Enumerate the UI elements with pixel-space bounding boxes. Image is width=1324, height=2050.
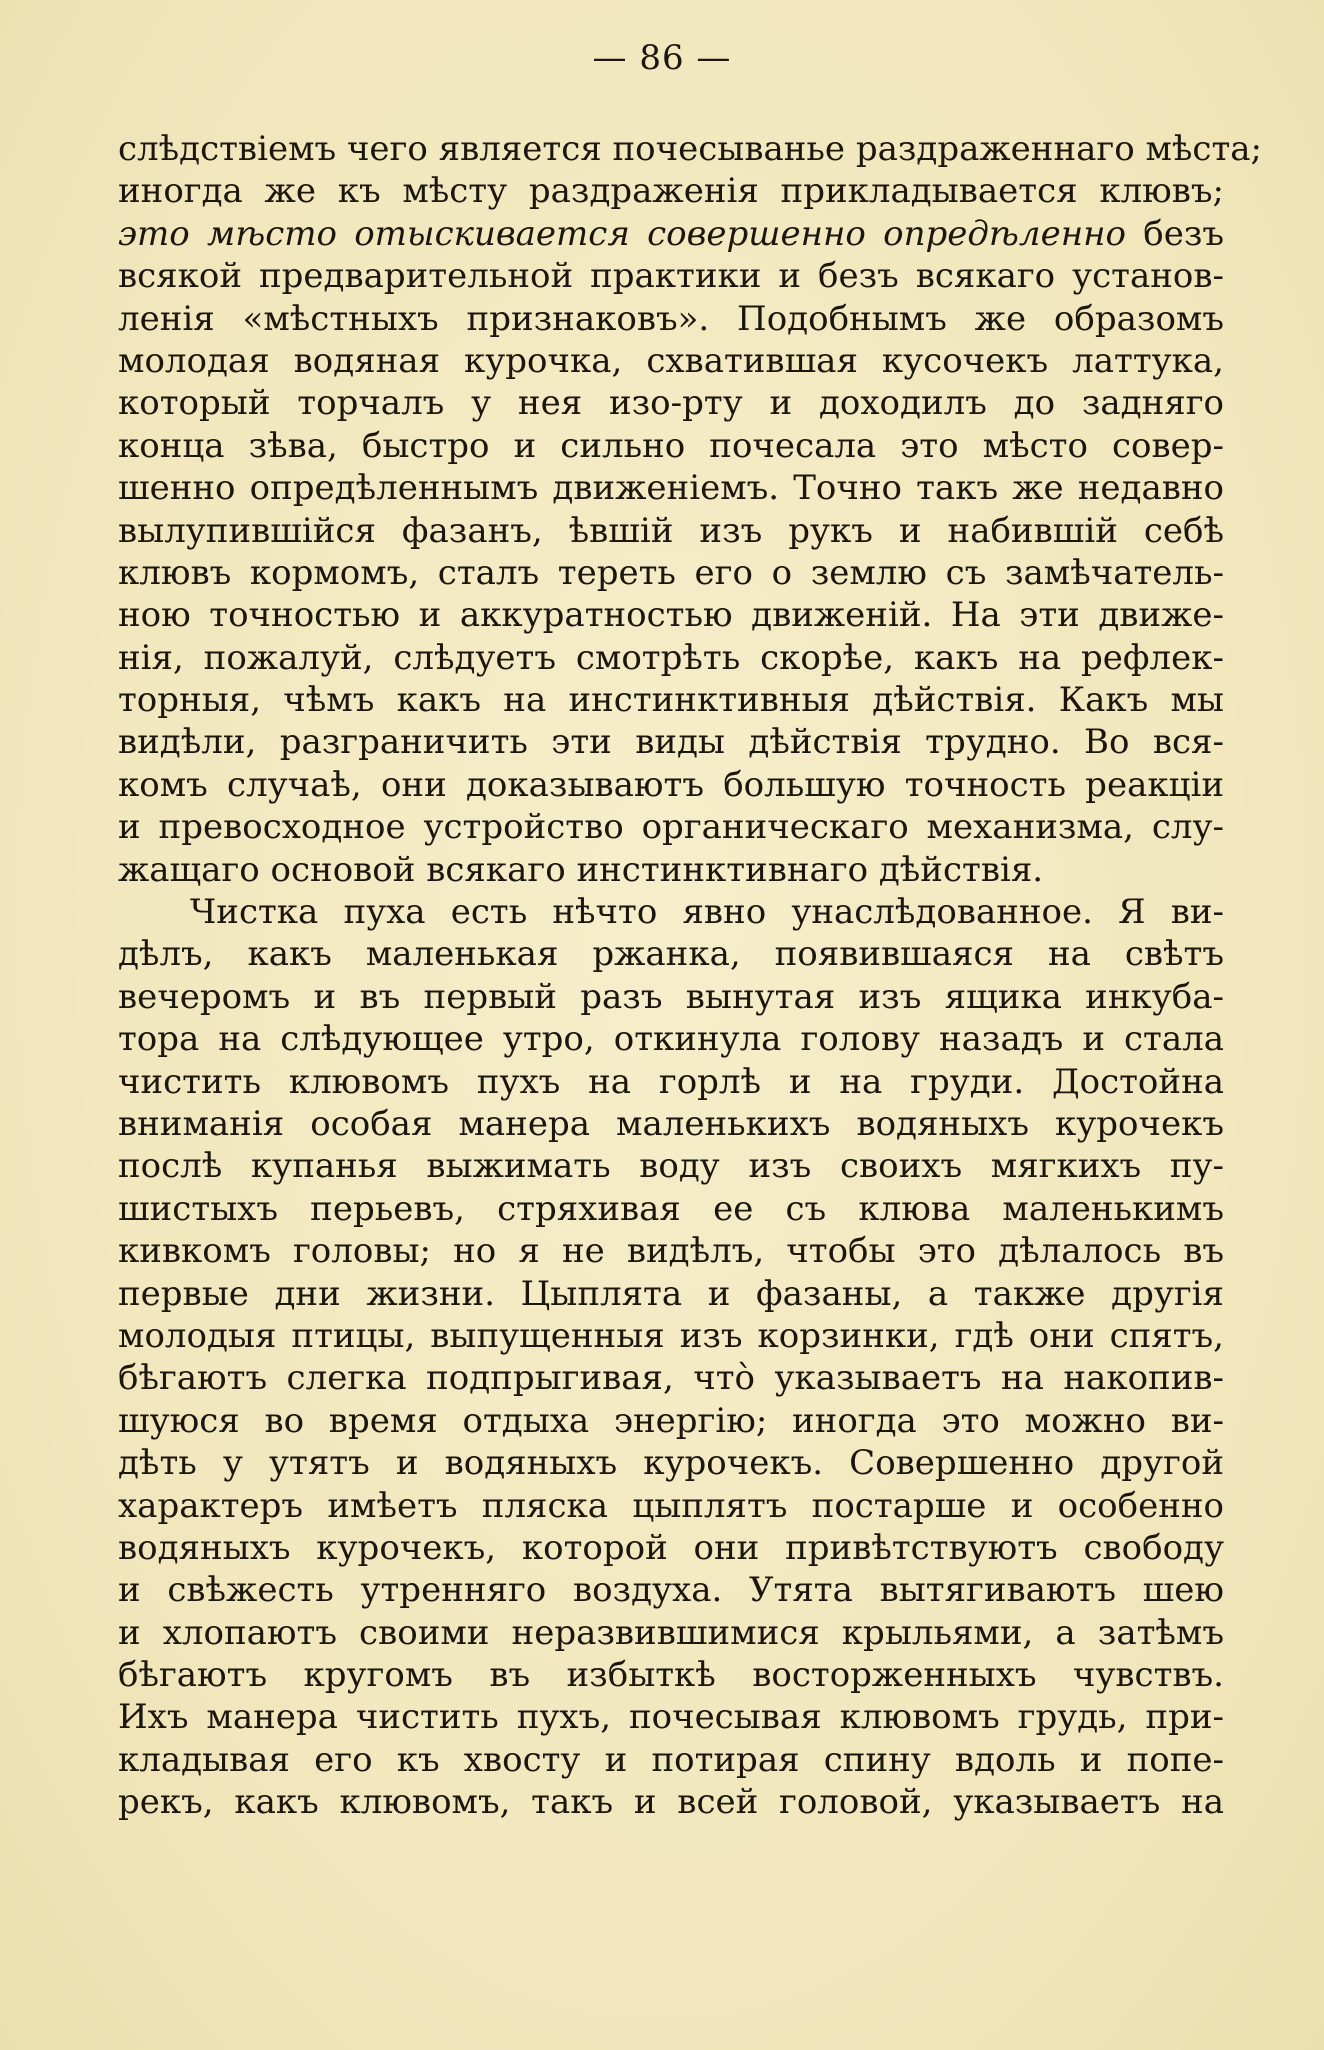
italic-emphasis: это мѣсто отыскивается совершенно опредѣленно bbox=[118, 213, 1126, 254]
text-line bbox=[118, 1103, 1224, 1145]
text-line bbox=[118, 976, 1224, 1018]
text-line bbox=[118, 552, 1224, 594]
text-segment: ною точностью и аккуратностью движеній. На эти движе- bbox=[118, 595, 1224, 636]
text-line bbox=[118, 1357, 1224, 1399]
text-segment: и свѣжесть утренняго воздуха. Утята вытягиваютъ шею bbox=[118, 1570, 1224, 1611]
text-segment: конца зѣва, быстро и сильно почесала это мѣсто совер- bbox=[118, 425, 1224, 466]
text-line bbox=[118, 1654, 1224, 1696]
text-segment: Ихъ манера чистить пухъ, почесывая клювомъ грудь, при- bbox=[118, 1697, 1224, 1738]
text-line bbox=[118, 467, 1224, 509]
text-line bbox=[118, 255, 1224, 297]
text-segment: водяныхъ курочекъ, которой они привѣтствуютъ свободу bbox=[118, 1527, 1224, 1568]
text-segment: безъ bbox=[1125, 213, 1224, 254]
text-segment: рекъ, какъ клювомъ, такъ и всей головой, указываетъ на bbox=[118, 1782, 1224, 1823]
text-segment: характеръ имѣетъ пляска цыплятъ постарше и особенно bbox=[118, 1485, 1224, 1526]
text-segment: бѣгаютъ слегка подпрыгивая, что̀ указываетъ на накопив- bbox=[118, 1358, 1224, 1399]
text-segment: молодыя птицы, выпущенныя изъ корзинки, гдѣ они спятъ, bbox=[118, 1315, 1224, 1356]
text-line bbox=[118, 1696, 1224, 1738]
text-line bbox=[118, 637, 1224, 679]
text-line bbox=[118, 1569, 1224, 1611]
text-segment: и превосходное устройство органическаго механизма, слу- bbox=[118, 807, 1224, 848]
text-segment: дѣлъ, какъ маленькая ржанка, появившаяся на свѣтъ bbox=[118, 934, 1224, 975]
text-line bbox=[118, 1018, 1224, 1060]
text-segment: и хлопаютъ своими неразвившимися крыльями, а затѣмъ bbox=[118, 1612, 1224, 1653]
text-segment: молодая водяная курочка, схватившая кусочекъ латтука, bbox=[118, 340, 1224, 381]
text-segment: всякой предварительной практики и безъ всякаго установ- bbox=[118, 256, 1224, 297]
text-line bbox=[118, 1188, 1224, 1230]
text-line bbox=[118, 1485, 1224, 1527]
text-segment: шенно опредѣленнымъ движеніемъ. Точно такъ же недавно bbox=[118, 468, 1224, 509]
text-line bbox=[118, 1145, 1224, 1187]
text-line bbox=[118, 1612, 1224, 1654]
text-segment: иногда же къ мѣсту раздраженія прикладывается клювъ; bbox=[118, 171, 1224, 212]
text-line bbox=[118, 679, 1224, 721]
text-segment: вечеромъ и въ первый разъ вынутая изъ ящика инкуба- bbox=[118, 976, 1224, 1017]
text-segment: первые дни жизни. Цыплята и фазаны, а также другія bbox=[118, 1273, 1224, 1314]
text-line bbox=[118, 170, 1224, 212]
text-line bbox=[118, 1230, 1224, 1272]
text-segment: вылупившійся фазанъ, ѣвшій изъ рукъ и набившій себѣ bbox=[118, 510, 1224, 551]
text-line bbox=[118, 510, 1224, 552]
text-segment: послѣ купанья выжимать воду изъ своихъ мягкихъ пу- bbox=[118, 1146, 1224, 1187]
text-line bbox=[118, 1061, 1224, 1103]
text-segment: чистить клювомъ пухъ на горлѣ и на груди. Достойна bbox=[118, 1061, 1224, 1102]
text-line bbox=[118, 1315, 1224, 1357]
text-line bbox=[118, 1739, 1224, 1781]
text-segment: клювъ кормомъ, сталъ тереть его о землю съ замѣчатель- bbox=[118, 552, 1224, 593]
page-number: — 86 — bbox=[592, 38, 732, 78]
text-segment: бѣгаютъ кругомъ въ избыткѣ восторженныхъ чувствъ. bbox=[118, 1655, 1224, 1696]
text-line bbox=[118, 806, 1224, 848]
text-line bbox=[118, 764, 1224, 806]
text-line bbox=[118, 340, 1224, 382]
text-line bbox=[118, 425, 1224, 467]
text-segment: шистыхъ перьевъ, стряхивая ее съ клюва маленькимъ bbox=[118, 1188, 1224, 1229]
text-line bbox=[118, 849, 1224, 891]
text-line bbox=[118, 1781, 1224, 1823]
text-segment: вниманія особая манера маленькихъ водяныхъ курочекъ bbox=[118, 1103, 1224, 1144]
text-line bbox=[118, 382, 1224, 424]
text-segment: торныя, чѣмъ какъ на инстинктивныя дѣйствія. Какъ мы bbox=[118, 680, 1224, 721]
text-line bbox=[118, 1273, 1224, 1315]
text-line bbox=[118, 213, 1224, 255]
text-segment: дѣть у утятъ и водяныхъ курочекъ. Совершенно другой bbox=[118, 1443, 1224, 1484]
text-segment: нія, пожалуй, слѣдуетъ смотрѣть скорѣе, какъ на рефлек- bbox=[118, 637, 1224, 678]
text-segment: тора на слѣдующее утро, откинула голову назадъ и стала bbox=[118, 1019, 1224, 1060]
text-segment: видѣли, разграничить эти виды дѣйствія трудно. Во вся- bbox=[118, 722, 1224, 763]
text-segment: слѣдствіемъ чего является почесыванье раздраженнаго мѣста; bbox=[118, 129, 1263, 169]
text-line bbox=[118, 594, 1224, 636]
text-segment: кивкомъ головы; но я не видѣлъ, чтобы это дѣлалось въ bbox=[118, 1231, 1224, 1272]
text-segment: кладывая его къ хвосту и потирая спину вдоль и попе- bbox=[118, 1739, 1224, 1780]
text-line bbox=[118, 128, 1263, 170]
text-line bbox=[118, 1400, 1224, 1442]
text-segment: комъ случаѣ, они доказываютъ большую точность реакціи bbox=[118, 764, 1224, 805]
text-segment: жащаго основой всякаго инстинктивнаго дѣйствія. bbox=[118, 849, 1044, 890]
text-line bbox=[118, 298, 1224, 340]
text-segment: ленія «мѣстныхъ признаковъ». Подобнымъ же образомъ bbox=[118, 298, 1224, 339]
text-line bbox=[118, 933, 1224, 975]
text-line bbox=[118, 1442, 1224, 1484]
text-line bbox=[118, 1527, 1224, 1569]
text-segment: шуюся во время отдыха энергію; иногда это можно ви- bbox=[118, 1400, 1224, 1441]
text-line bbox=[118, 891, 1224, 933]
text-segment: который торчалъ у нея изо-рту и доходилъ до задняго bbox=[118, 383, 1224, 424]
text-line bbox=[118, 721, 1224, 763]
page-body-text bbox=[118, 128, 1263, 1824]
text-segment: Чистка пуха есть нѣчто явно унаслѣдованное. Я ви- bbox=[190, 892, 1224, 933]
